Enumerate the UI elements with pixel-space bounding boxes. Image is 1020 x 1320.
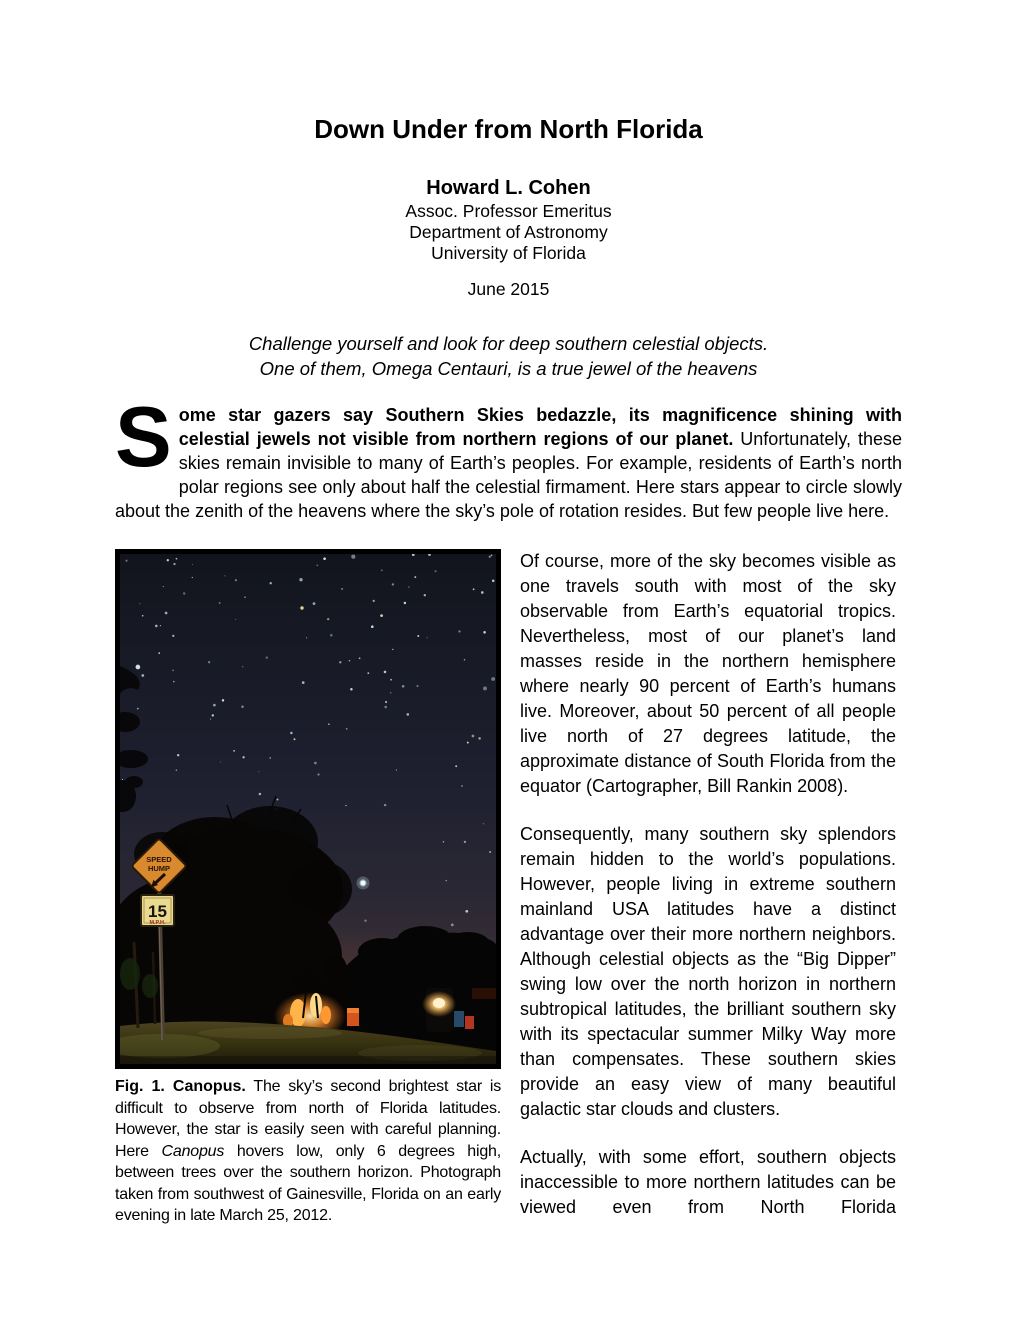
caption-label: Fig. 1. Canopus. xyxy=(115,1078,246,1095)
body-paragraph-1: Of course, more of the sky becomes visible as one travels south with most of the sky observable from Earth’s equatorial tropics. Nevertheless, most of our planet’s land masses reside in the northern hemisphere where nearly 90 percent of Earth’s humans live. Moreover, about 50 percent of all people live north of 27 degrees latitude, the approximate distance of South Florida from the equator (Cartographer, Bill Rankin 2008). xyxy=(520,551,896,796)
body-paragraph-2: Consequently, many southern sky splendors remain hidden to the world’s populations. However, people living in extreme southern mainland USA latitudes have a distinct advantage over their more northern neighbors. Although celestial objects as the “Big Dipper” swing low over the north horizon in northern subtropical latitudes, the brilliant southern sky with its spectacular summer Milky Way more than compensates. These southern skies provide an easy view of many beautiful galactic star clouds and clusters. xyxy=(520,824,896,1119)
author-affiliation-line-2: Department of Astronomy xyxy=(409,222,608,242)
epigraph-line-2: One of them, Omega Centauri, is a true jewel of the heavens xyxy=(259,358,758,379)
speed-limit-value: 15 xyxy=(148,902,167,921)
author-name: Howard L. Cohen xyxy=(426,177,591,199)
author-affiliation-line-1: Assoc. Professor Emeritus xyxy=(405,201,612,221)
orange-marker xyxy=(347,1008,359,1026)
lead-bold-text: ome star gazers say Southern Skies bedazzle, its magnificence shining with celestial jewels not visible from northern regions of our planet. xyxy=(178,405,902,449)
caption-text-pre: The sky’s second brightest star is difficult to observe from north of Florida latitudes. However, the star is easily seen with careful planning. Here xyxy=(115,1078,501,1160)
caption-star-name: Canopus xyxy=(161,1142,225,1160)
two-column-section xyxy=(115,549,902,1227)
speed-limit-units: M.P.H. xyxy=(149,920,166,926)
author-block xyxy=(115,176,902,300)
speed-hump-sign-line2: HUMP xyxy=(147,864,171,873)
night-sky-photo xyxy=(120,554,496,1064)
author-affiliation-line-3: University of Florida xyxy=(431,243,586,263)
caption-text-post: hovers low, only 6 degrees high, between trees over the southern horizon. Photograph taken from southwest of Gainesville, Florida on an early evening in late March 25, 2012. xyxy=(115,1142,501,1224)
publication-date: June 2015 xyxy=(467,279,550,299)
speed-hump-sign-line1: SPEED xyxy=(146,855,172,864)
body-paragraph-3: Actually, with some effort, southern objects inaccessible to more northern latitudes can be viewed even from North Florida xyxy=(520,1147,896,1217)
figure-column xyxy=(115,549,501,1227)
figure-photo xyxy=(115,549,501,1069)
lead-regular-text: Unfortunately, these skies remain invisible to many of Earth’s peoples. For example, residents of Earth’s north polar regions see only about half the celestial firmament. Here stars appear to circle slowly about the zenith of the heavens where the sky’s pole of rotation resides. But few people live here. xyxy=(115,429,902,521)
page-title: Down Under from North Florida xyxy=(314,114,703,144)
figure-caption xyxy=(115,1076,501,1227)
epigraph xyxy=(115,331,902,381)
speed-limit-sign xyxy=(141,895,174,926)
lead-paragraph xyxy=(115,390,902,523)
canopus-star xyxy=(357,877,370,890)
body-text-column xyxy=(520,549,896,1227)
epigraph-line-1: Challenge yourself and look for deep southern celestial objects. xyxy=(248,333,769,354)
dropcap-letter: S xyxy=(115,390,172,485)
